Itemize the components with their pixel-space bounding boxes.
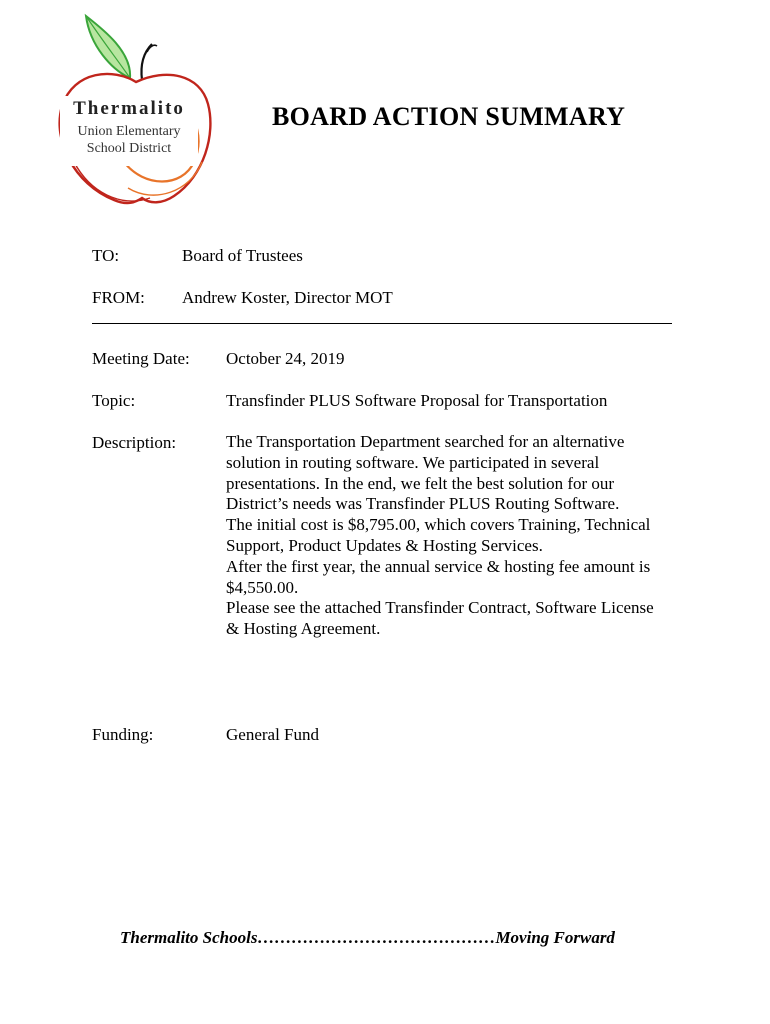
description-line: District’s needs was Transfinder PLUS Routing Software.: [226, 494, 620, 514]
logo-district-name: Thermalito: [73, 98, 185, 119]
description-line: presentations. In the end, we felt the best solution for our: [226, 473, 615, 493]
description-line: After the first year, the annual service & hosting fee amount is: [226, 556, 651, 576]
topic-value: Transfinder PLUS Software Proposal for Transportation: [226, 391, 608, 410]
description-line: The initial cost is $8,795.00, which covers Training, Technical: [226, 515, 651, 535]
meeting-date-value: October 24, 2019: [226, 349, 345, 368]
footer-right: Moving Forward: [495, 928, 615, 947]
footer-left: Thermalito Schools: [120, 928, 258, 947]
description-text: [226, 432, 686, 640]
description-label: Description:: [92, 433, 177, 452]
to-value: Board of Trustees: [182, 246, 303, 265]
district-logo: [54, 12, 224, 212]
logo-subtitle-line1: Union Elementary: [77, 124, 181, 139]
logo-subtitle-line2: School District: [86, 141, 172, 156]
footer-dots: ……………………………………: [257, 928, 496, 947]
divider: [92, 323, 672, 324]
description-line: solution in routing software. We participated in several: [226, 452, 600, 472]
from-label: FROM:: [92, 288, 145, 307]
footer-tagline: [120, 928, 615, 948]
description-line: & Hosting Agreement.: [226, 619, 381, 639]
description-line: Support, Product Updates & Hosting Services.: [226, 535, 543, 555]
description-line: Please see the attached Transfinder Contract, Software License: [226, 598, 654, 618]
from-value: Andrew Koster, Director MOT: [182, 288, 393, 307]
topic-label: Topic:: [92, 391, 136, 410]
funding-label: Funding:: [92, 725, 154, 744]
description-line: The Transportation Department searched for an alternative: [226, 432, 625, 451]
meeting-date-label: Meeting Date:: [92, 349, 190, 368]
description-line: $4,550.00.: [226, 577, 299, 597]
page-title: BOARD ACTION SUMMARY: [272, 102, 626, 131]
funding-value: General Fund: [226, 725, 320, 744]
to-label: TO:: [92, 246, 120, 265]
